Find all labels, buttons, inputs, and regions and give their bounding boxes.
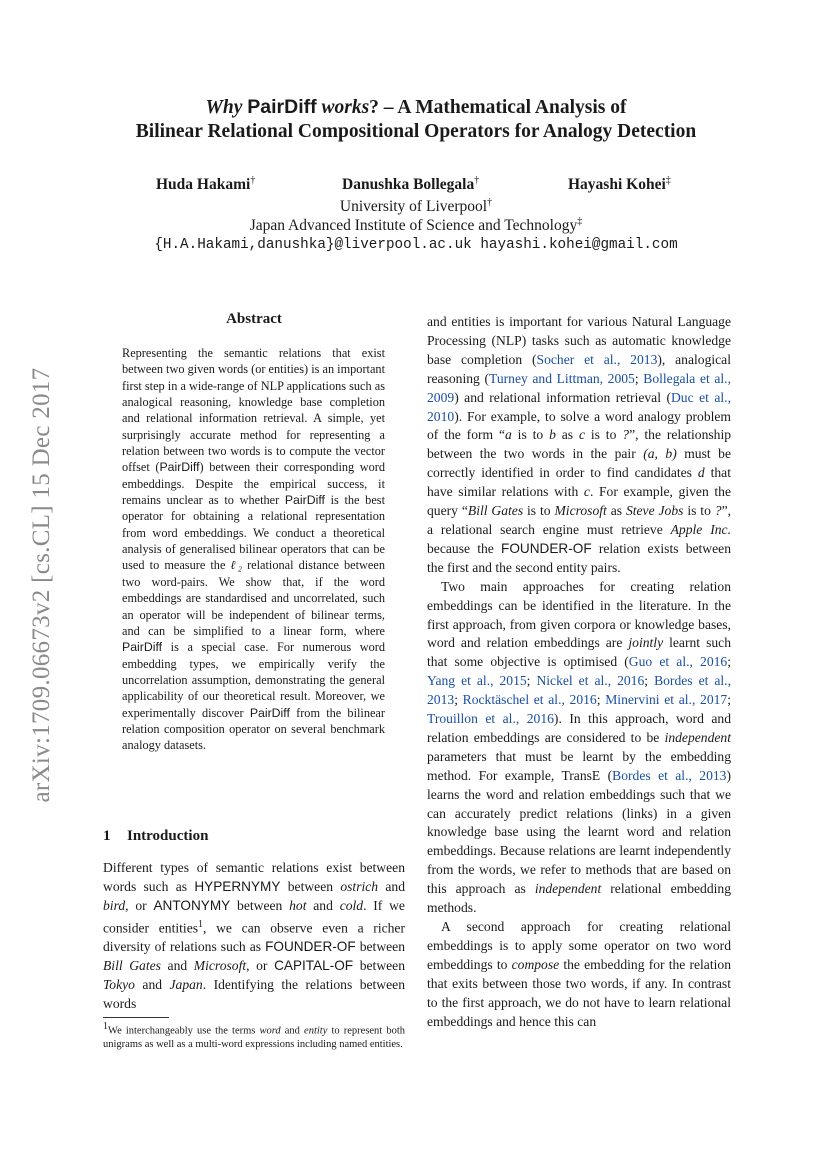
citation-link[interactable]: Socher et al., 2013: [536, 351, 658, 367]
citation-link[interactable]: Rocktäschel et al., 2016: [462, 692, 597, 708]
author-2: Danushka Bollegala†: [342, 175, 480, 194]
title-why: Why: [205, 97, 243, 118]
title-rest: ? – A Mathematical Analysis of: [369, 97, 627, 118]
title-line-2: Bilinear Relational Compositional Operators for Analogy Detection: [135, 121, 697, 142]
footnote: $^1$We interchangeably use the terms word and entity to represent both unigrams as well as a multi-word expressions including named entities.: [103, 1021, 406, 1051]
abstract-text: Representing the semantic relations that exist between two given words (or entities) is an important first step in a wide-range of NLP applications such as analogical reasoning, knowledge base completion and relational information retrieval. A simple, yet surprisingly accurate method for representing a relation between two words is to compute the vector offset (PairDiff) between their corresponding word embeddings. Despite the empirical success, it remains unclear as to whether PairDiff is the best operator for obtaining a relational representation from word embeddings. We conduct a theoretical analysis of generalised bilinear operators that can be used to measure the ℓ₂ relational distance between two word-pairs. We show that, if the word embeddings are standardised and uncorrelated, such an operator will be independent of bilinear terms, and can be simplified to a linear form, where PairDiff is a special case. For numerous word embedding types, we empirically verify the uncorrelation assumption, demonstrating the general applicability of our theoretical result. Moreover, we experimentally discover PairDiff from the bilinear relation composition operator on several benchmark analogy datasets.: [122, 346, 385, 753]
citation-link[interactable]: Bordes et al., 2013: [427, 673, 731, 708]
citation-link[interactable]: Turney and Littman, 2005: [489, 370, 635, 386]
footnote-divider: [103, 1017, 169, 1018]
affiliation-1: University of Liverpool†: [339, 197, 493, 216]
citation-link[interactable]: Guo et al., 2016: [628, 654, 728, 670]
title-works: works: [321, 97, 370, 118]
right-paragraph-1: and entities is important for various Natural Language Processing (NLP) tasks such as automatic knowledge base completion (Socher et al., 2013), analogical reasoning (Turney and Littman, 2005; Bollegala et al., 2009) and relational information retrieval (Duc et al., 2010). For example, to solve a word analogy problem of the form “a is to b as c is to ?”, the relationship between the two words in the pair (a, b) must be correctly identified in order to find candidates d that have similar relations with c. For example, given the query “Bill Gates is to Microsoft as Steve Jobs is to ?”, a relational search engine must retrieve Apple Inc. because the FOUNDER-OF relation exists between the first and the second entity pairs.: [427, 314, 732, 575]
intro-paragraph-1: Different types of semantic relations exist between words such as HYPERNYMY between ostrich and bird, or ANTONYMY between hot and cold. If we consider entities$^1$, we can observe even a richer diversity of relations such as FOUNDER-OF between Bill Gates and Microsoft, or CAPITAL-OF between Tokyo and Japan. Identifying the relations between words: [103, 860, 406, 1011]
paper-title: [100, 95, 732, 144]
arxiv-identifier-text: arXiv:1709.06673v2 [cs.CL] 15 Dec 2017: [28, 367, 55, 803]
citation-link[interactable]: Yang et al., 2015: [427, 673, 527, 689]
right-paragraph-2: Two main approaches for creating relation embeddings can be identified in the literature. In the first approach, from given corpora or knowledge bases, word and relation embeddings are jointly learnt such that some objective is optimised (Guo et al., 2016; Yang et al., 2015; Nickel et al., 2016; Bordes et al., 2013; Rocktäschel et al., 2016; Minervini et al., 2017; Trouillon et al., 2016). In this approach, word and relation embeddings are considered to be independent parameters that must be learnt by the embedding method. For example, TransE (Bordes et al., 2013) learns the word and relation embeddings such that we can accurately predict relations (links) in a given knowledge base using the learnt word and relation embeddings. Because relations are learnt independently from the words, we refer to methods that are based on this approach as independent relational embedding methods.: [427, 578, 731, 916]
title-pairdiff: PairDiff: [247, 96, 317, 118]
citation-link[interactable]: Minervini et al., 2017: [605, 692, 728, 708]
citation-link[interactable]: Bollegala et al., 2009: [427, 370, 731, 405]
footnote-marker[interactable]: 1: [198, 918, 204, 930]
abstract-heading: Abstract: [226, 311, 282, 327]
citation-link[interactable]: Trouillon et al., 2016: [427, 711, 554, 727]
author-emails[interactable]: {H.A.Hakami,danushka}@liverpool.ac.uk hayashi.kohei@gmail.com: [154, 237, 678, 253]
citation-link[interactable]: Nickel et al., 2016: [536, 673, 645, 689]
title-line-1: [100, 95, 732, 120]
author-1: Huda Hakami†: [156, 175, 256, 194]
author-3: Hayashi Kohei‡: [568, 175, 671, 194]
section-heading-introduction: 1 Introduction: [103, 828, 209, 844]
citation-link[interactable]: Bordes et al., 2013: [612, 767, 727, 783]
right-paragraph-3: A second approach for creating relational embeddings is to apply some operator on two word embeddings to compose the embedding for the relation that exits between those two words, if any. In contrast to the first approach, we do not have to learn relational embeddings and hence this can: [427, 919, 731, 1029]
right-column: [427, 313, 731, 1031]
affiliation-2: Japan Advanced Institute of Science and Technology‡: [249, 216, 583, 235]
citation-link[interactable]: Duc et al., 2010: [427, 389, 731, 424]
